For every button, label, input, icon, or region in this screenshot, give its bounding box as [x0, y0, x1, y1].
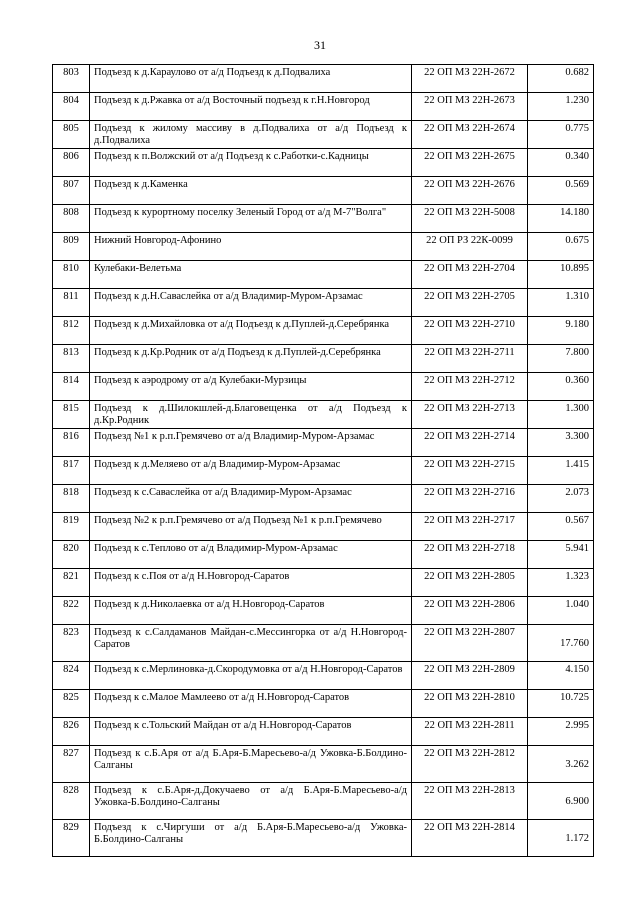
table-row [53, 93, 594, 121]
row-number-cell: 814 [53, 373, 90, 401]
table-row [53, 373, 594, 401]
row-number-cell: 825 [53, 690, 90, 718]
row-number-cell: 822 [53, 597, 90, 625]
row-number-cell: 823 [53, 625, 90, 662]
road-code-cell: 22 ОП МЗ 22Н-2718 [412, 541, 528, 569]
road-code-cell: 22 ОП МЗ 22Н-2715 [412, 457, 528, 485]
table-row [53, 261, 594, 289]
road-code-cell: 22 ОП МЗ 22Н-2806 [412, 597, 528, 625]
row-number-cell: 817 [53, 457, 90, 485]
road-length-cell: 1.172 [528, 820, 594, 857]
row-number-cell: 815 [53, 401, 90, 429]
row-number-cell: 819 [53, 513, 90, 541]
road-code-cell: 22 ОП МЗ 22Н-2712 [412, 373, 528, 401]
road-code-cell: 22 ОП МЗ 22Н-2711 [412, 345, 528, 373]
row-number-cell: 809 [53, 233, 90, 261]
road-name-cell: Подъезд к с.Чиргуши от а/д Б.Аря-Б.Маресьево-а/д Ужовка-Б.Болдино-Салганы [90, 820, 412, 857]
table-row [53, 783, 594, 820]
table-row [53, 401, 594, 429]
table-row [53, 177, 594, 205]
road-code-cell: 22 ОП МЗ 22Н-2673 [412, 93, 528, 121]
road-length-cell: 2.995 [528, 718, 594, 746]
row-number-cell: 808 [53, 205, 90, 233]
road-name-cell: Подъезд к д.Кр.Родник от а/д Подъезд к д.Пуплей-д.Серебрянка [90, 345, 412, 373]
row-number-cell: 804 [53, 93, 90, 121]
road-code-cell: 22 ОП МЗ 22Н-2812 [412, 746, 528, 783]
row-number-cell: 826 [53, 718, 90, 746]
road-code-cell: 22 ОП МЗ 22Н-5008 [412, 205, 528, 233]
table-row [53, 625, 594, 662]
table-row [53, 820, 594, 857]
road-length-cell: 1.300 [528, 401, 594, 429]
road-name-cell: Подъезд к курортному поселку Зеленый Город от а/д М-7"Волга" [90, 205, 412, 233]
road-code-cell: 22 ОП МЗ 22Н-2716 [412, 485, 528, 513]
road-length-cell: 2.073 [528, 485, 594, 513]
road-name-cell: Кулебаки-Велетьма [90, 261, 412, 289]
road-length-cell: 17.760 [528, 625, 594, 662]
road-name-cell: Подъезд к аэродрому от а/д Кулебаки-Мурзицы [90, 373, 412, 401]
road-code-cell: 22 ОП МЗ 22Н-2675 [412, 149, 528, 177]
road-length-cell: 0.675 [528, 233, 594, 261]
road-length-cell: 3.262 [528, 746, 594, 783]
road-length-cell: 4.150 [528, 662, 594, 690]
road-code-cell: 22 ОП МЗ 22Н-2672 [412, 65, 528, 93]
row-number-cell: 829 [53, 820, 90, 857]
road-name-cell: Подъезд к д.Меляево от а/д Владимир-Муром-Арзамас [90, 457, 412, 485]
page-number: 31 [314, 38, 326, 52]
row-number-cell: 827 [53, 746, 90, 783]
road-name-cell: Подъезд №2 к р.п.Гремячево от а/д Подъезд №1 к р.п.Гремячево [90, 513, 412, 541]
road-name-cell: Подъезд к д.Николаевка от а/д Н.Новгород-Саратов [90, 597, 412, 625]
road-length-cell: 0.569 [528, 177, 594, 205]
table-row [53, 205, 594, 233]
road-length-cell: 10.895 [528, 261, 594, 289]
road-name-cell: Подъезд к д.Ржавка от а/д Восточный подъезд к г.Н.Новгород [90, 93, 412, 121]
table-row [53, 121, 594, 149]
row-number-cell: 812 [53, 317, 90, 345]
road-name-cell: Подъезд к с.Саваслейка от а/д Владимир-Муром-Арзамас [90, 485, 412, 513]
table-row [53, 429, 594, 457]
row-number-cell: 821 [53, 569, 90, 597]
road-code-cell: 22 ОП МЗ 22Н-2805 [412, 569, 528, 597]
row-number-cell: 803 [53, 65, 90, 93]
table-row [53, 662, 594, 690]
table-row [53, 457, 594, 485]
road-name-cell: Подъезд к д.Шилокшлей-д.Благовещенка от а/д Подъезд к д.Кр.Родник [90, 401, 412, 429]
table-row [53, 746, 594, 783]
road-name-cell: Подъезд №1 к р.п.Гремячево от а/д Владимир-Муром-Арзамас [90, 429, 412, 457]
road-name-cell: Подъезд к жилому массиву в д.Подвалиха от а/д Подъезд к д.Подвалиха [90, 121, 412, 149]
road-length-cell: 9.180 [528, 317, 594, 345]
table-row [53, 541, 594, 569]
roads-table-body [53, 65, 594, 857]
road-name-cell: Подъезд к с.Салдаманов Майдан-с.Мессингорка от а/д Н.Новгород-Саратов [90, 625, 412, 662]
road-code-cell: 22 ОП МЗ 22Н-2809 [412, 662, 528, 690]
table-row [53, 718, 594, 746]
road-length-cell: 1.415 [528, 457, 594, 485]
road-name-cell: Подъезд к с.Малое Мамлеево от а/д Н.Новгород-Саратов [90, 690, 412, 718]
road-length-cell: 0.360 [528, 373, 594, 401]
road-code-cell: 22 ОП МЗ 22Н-2713 [412, 401, 528, 429]
road-name-cell: Подъезд к д.Каменка [90, 177, 412, 205]
road-length-cell: 1.230 [528, 93, 594, 121]
road-length-cell: 1.310 [528, 289, 594, 317]
table-row [53, 690, 594, 718]
roads-table [52, 64, 594, 857]
road-name-cell: Подъезд к с.Теплово от а/д Владимир-Муром-Арзамас [90, 541, 412, 569]
road-length-cell: 0.340 [528, 149, 594, 177]
table-row [53, 345, 594, 373]
road-code-cell: 22 ОП РЗ 22К-0099 [412, 233, 528, 261]
table-row [53, 149, 594, 177]
row-number-cell: 806 [53, 149, 90, 177]
road-code-cell: 22 ОП МЗ 22Н-2674 [412, 121, 528, 149]
row-number-cell: 805 [53, 121, 90, 149]
row-number-cell: 810 [53, 261, 90, 289]
row-number-cell: 813 [53, 345, 90, 373]
road-length-cell: 14.180 [528, 205, 594, 233]
road-code-cell: 22 ОП МЗ 22Н-2676 [412, 177, 528, 205]
road-length-cell: 0.567 [528, 513, 594, 541]
road-name-cell: Подъезд к с.Б.Аря-д.Докучаево от а/д Б.Аря-Б.Маресьево-а/д Ужовка-Б.Болдино-Салганы [90, 783, 412, 820]
road-code-cell: 22 ОП МЗ 22Н-2814 [412, 820, 528, 857]
road-length-cell: 10.725 [528, 690, 594, 718]
row-number-cell: 820 [53, 541, 90, 569]
row-number-cell: 807 [53, 177, 90, 205]
road-code-cell: 22 ОП МЗ 22Н-2811 [412, 718, 528, 746]
road-length-cell: 3.300 [528, 429, 594, 457]
road-length-cell: 0.682 [528, 65, 594, 93]
road-length-cell: 6.900 [528, 783, 594, 820]
table-row [53, 289, 594, 317]
table-row [53, 485, 594, 513]
row-number-cell: 811 [53, 289, 90, 317]
road-code-cell: 22 ОП МЗ 22Н-2813 [412, 783, 528, 820]
table-row [53, 317, 594, 345]
road-length-cell: 1.040 [528, 597, 594, 625]
row-number-cell: 828 [53, 783, 90, 820]
road-name-cell: Подъезд к д.Н.Саваслейка от а/д Владимир-Муром-Арзамас [90, 289, 412, 317]
row-number-cell: 818 [53, 485, 90, 513]
road-code-cell: 22 ОП МЗ 22Н-2807 [412, 625, 528, 662]
road-length-cell: 1.323 [528, 569, 594, 597]
road-code-cell: 22 ОП МЗ 22Н-2717 [412, 513, 528, 541]
road-name-cell: Подъезд к с.Тольский Майдан от а/д Н.Новгород-Саратов [90, 718, 412, 746]
road-code-cell: 22 ОП МЗ 22Н-2705 [412, 289, 528, 317]
road-code-cell: 22 ОП МЗ 22Н-2704 [412, 261, 528, 289]
table-row [53, 65, 594, 93]
road-code-cell: 22 ОП МЗ 22Н-2714 [412, 429, 528, 457]
road-name-cell: Нижний Новгород-Афонино [90, 233, 412, 261]
road-name-cell: Подъезд к с.Б.Аря от а/д Б.Аря-Б.Маресьево-а/д Ужовка-Б.Болдино-Салганы [90, 746, 412, 783]
road-name-cell: Подъезд к п.Волжский от а/д Подъезд к с.Работки-с.Кадницы [90, 149, 412, 177]
road-code-cell: 22 ОП МЗ 22Н-2810 [412, 690, 528, 718]
row-number-cell: 816 [53, 429, 90, 457]
table-row [53, 569, 594, 597]
road-length-cell: 0.775 [528, 121, 594, 149]
table-row [53, 513, 594, 541]
table-row [53, 233, 594, 261]
road-length-cell: 5.941 [528, 541, 594, 569]
road-name-cell: Подъезд к д.Караулово от а/д Подъезд к д.Подвалиха [90, 65, 412, 93]
road-name-cell: Подъезд к с.Мерлиновка-д.Скородумовка от а/д Н.Новгород-Саратов [90, 662, 412, 690]
road-name-cell: Подъезд к д.Михайловка от а/д Подъезд к д.Пуплей-д.Серебрянка [90, 317, 412, 345]
road-code-cell: 22 ОП МЗ 22Н-2710 [412, 317, 528, 345]
row-number-cell: 824 [53, 662, 90, 690]
table-row [53, 597, 594, 625]
road-name-cell: Подъезд к с.Поя от а/д Н.Новгород-Саратов [90, 569, 412, 597]
road-length-cell: 7.800 [528, 345, 594, 373]
